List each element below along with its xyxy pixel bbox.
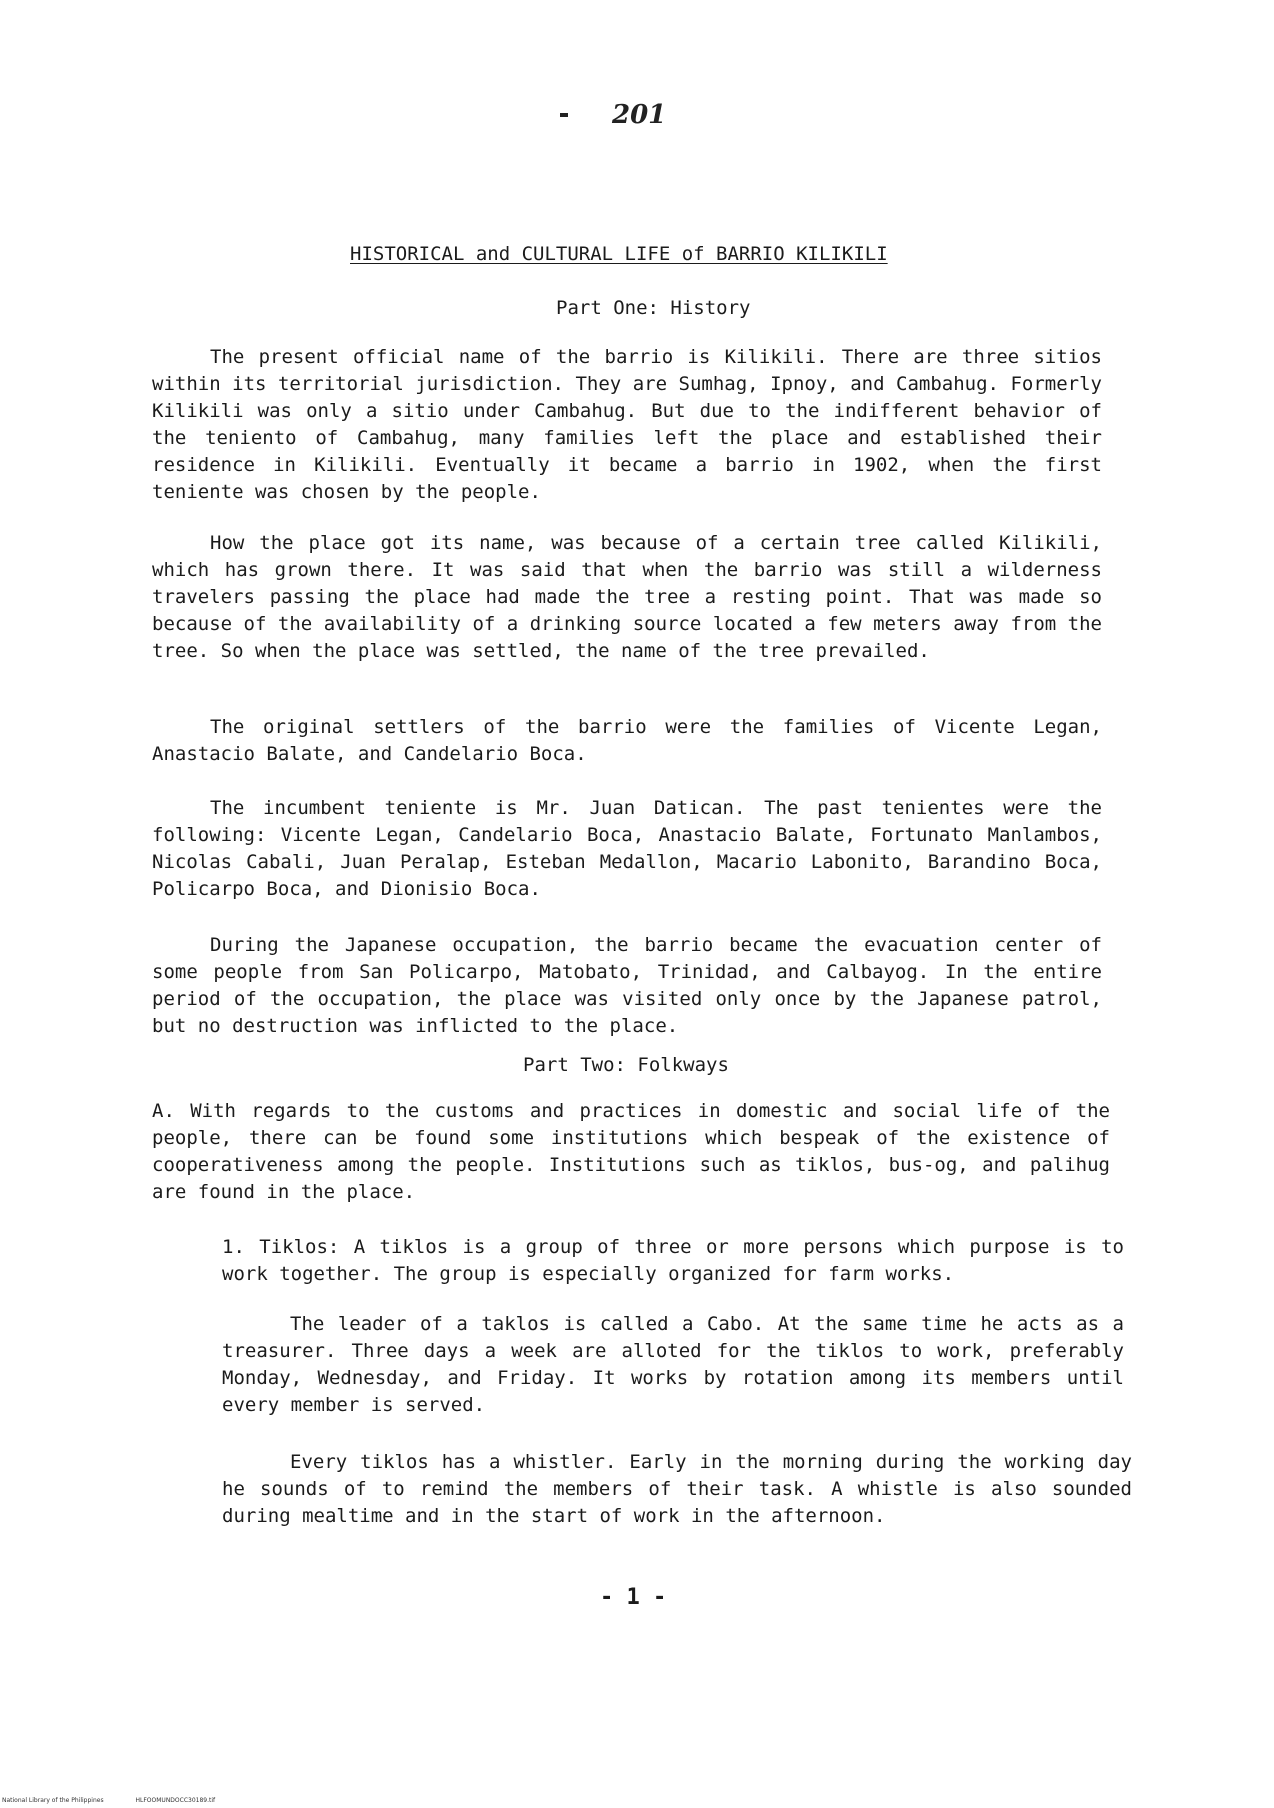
paragraph-name-origin: How the place got its name, was because of a certain tree called Kilikili, which has grown there. It was said that when the barrio was still a wilderness travelers passing the place had made the tree a resting point. That was made so because of the availability of a drinking source located a few meters away from the tree. So when the place was settled, the name of the tree prevailed. [152, 532, 1102, 662]
paragraph-tiklos-definition: 1. Tiklos: A tiklos is a group of three or more persons which purpose is to work together. The group is especially organized for farm works. [222, 1236, 1124, 1285]
handwritten-page-number: 201 [612, 100, 667, 130]
paragraph-japanese-occupation: During the Japanese occupation, the barrio became the evacuation center of some people from San Policarpo, Matobato, Trinidad, and Calbayog. In the entire period of the occupation, the place was visited only once by the Japanese patrol, but no destruction was inflicted to the place. [152, 934, 1102, 1037]
paragraph-customs: A. With regards to the customs and practices in domestic and social life of the people, there can be found some institutions which bespeak of the existence of cooperativeness among the people. Institutions such as tiklos, bus-og, and palihug are found in the place. [152, 1100, 1110, 1203]
ink-mark [560, 113, 568, 117]
paragraph-tiklos-whistler: Every tiklos has a whistler. Early in the morning during the working day he sounds of to remind the members of their task. A whistle is also sounded during mealtime and in the start of work in the afternoon. [222, 1451, 1132, 1527]
part-two-heading: Part Two: Folkways [523, 1054, 729, 1076]
part-one-heading: Part One: History [556, 297, 751, 319]
archive-footer [2, 1797, 245, 1804]
footer-library-name: National Library of the Philippines [2, 1797, 104, 1804]
footer-file-name: HLFOOMUNDOCC30189.tif [135, 1797, 216, 1804]
paragraph-tiklos-leader: The leader of a taklos is called a Cabo. At the same time he acts as a treasurer. Three days a week are alloted for the tiklos to work, preferably Monday, Wednesday, and Friday. It works by rotation among its members until every member is served. [222, 1313, 1124, 1416]
document-title: HISTORICAL and CULTURAL LIFE of BARRIO KILIKILI [350, 243, 888, 265]
page-number: - 1 - [600, 1585, 667, 1610]
paragraph-official-name: The present official name of the barrio is Kilikili. There are three sitios within its territorial jurisdiction. They are Sumhag, Ipnoy, and Cambahug. Formerly Kilikili was only a sitio under Cambahug. But due to the indifferent behavior of the teniento of Cambahug, many families left the place and established their residence in Kilikili. Eventually it became a barrio in 1902, when the first teniente was chosen by the people. [152, 346, 1102, 503]
paragraph-original-settlers: The original settlers of the barrio were the families of Vicente Legan, Anastacio Balate, and Candelario Boca. [152, 716, 1102, 765]
paragraph-tenientes: The incumbent teniente is Mr. Juan Datican. The past tenientes were the following: Vicente Legan, Candelario Boca, Anastacio Balate, Fortunato Manlambos, Nicolas Cabali, Juan Peralap, Esteban Medallon, Macario Labonito, Barandino Boca, Policarpo Boca, and Dionisio Boca. [152, 797, 1102, 900]
